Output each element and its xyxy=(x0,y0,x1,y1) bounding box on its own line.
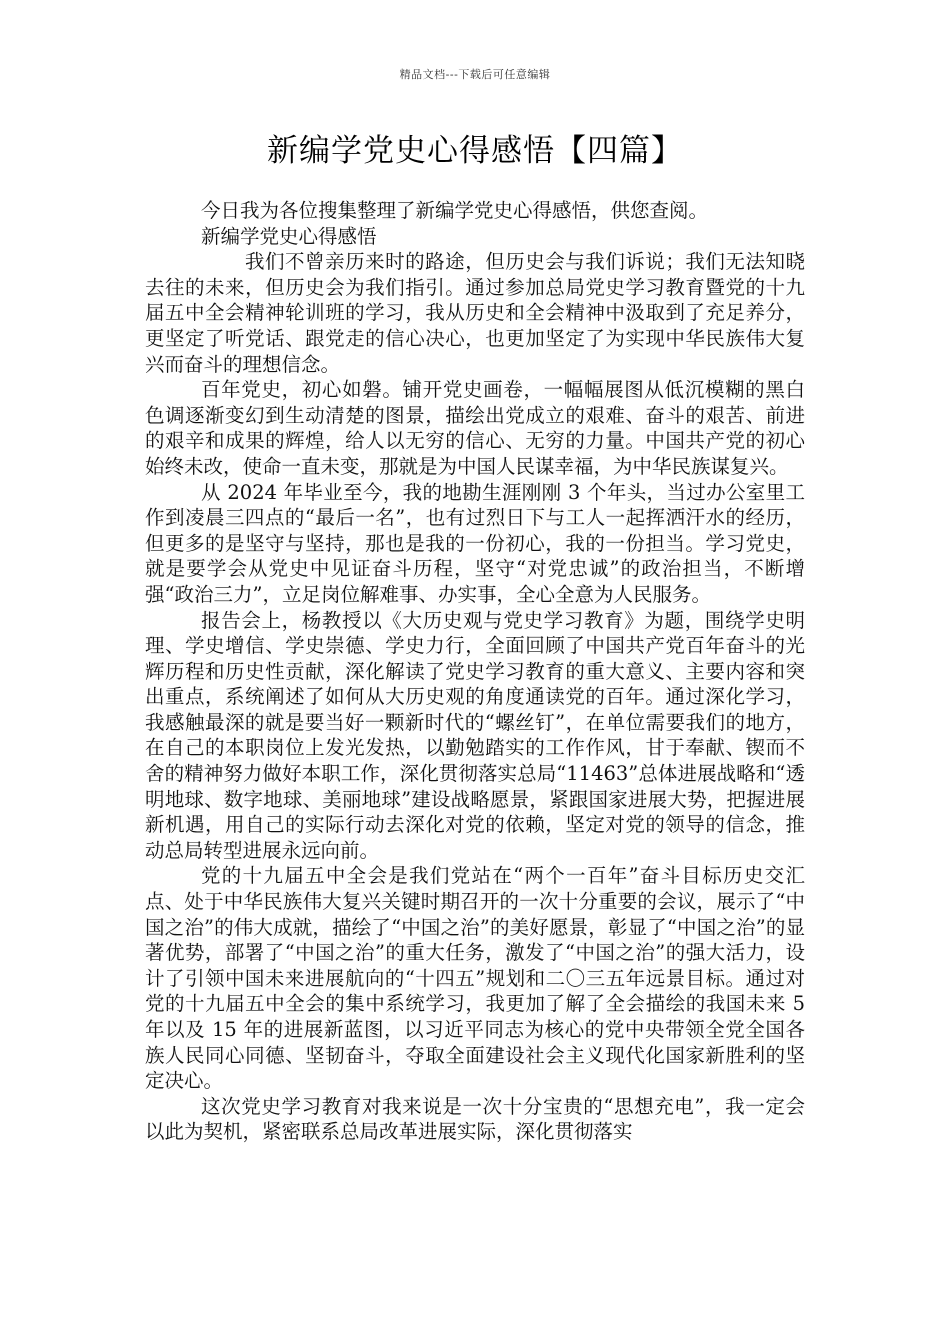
body-paragraph-1: 我们不曾亲历来时的路途，但历史会与我们诉说；我们无法知晓去往的未来，但历史会为我们指引。通过参加总局党史学习教育暨党的十九届五中全会精神轮训班的学习，我从历史和全会精神中汲取到了充足养分，更坚定了听党话、跟党走的信心决心，也更加坚定了为实现中华民族伟大复兴而奋斗的理想信念。 xyxy=(145,250,805,376)
body-paragraph-2: 百年党史，初心如磐。铺开党史画卷，一幅幅展图从低沉模糊的黑白色调逐渐变幻到生动清楚的图景，描绘出党成立的艰难、奋斗的艰苦、前进的艰辛和成果的辉煌，给人以无穷的信心、无穷的力量。中国共产党的初心始终未改，使命一直未变，那就是为中国人民谋幸福，为中华民族谋复兴。 xyxy=(145,378,805,478)
section-title: 新编学党史心得感悟 xyxy=(201,224,377,248)
body-paragraph-5: 党的十九届五中全会是我们党站在“两个一百年”奋斗目标历史交汇点、处于中华民族伟大复兴关键时期召开的一次十分重要的会议，展示了“中国之治”的伟大成就，描绘了“中国之治”的美好愿景，彰显了“中国之治”的显著优势，部署了“中国之治”的重大任务，激发了“中国之治”的强大活力，设计了引领中国未来进展航向的“十四五”规划和二〇三五年远景目标。通过对党的十九届五中全会的集中系统学习，我更加了解了全会描绘的我国未来 5 年以及 15 年的进展新蓝图，以习近平同志为核心的党中央带领全党全国各族人民同心同德、坚韧奋斗，夺取全面建设社会主义现代化国家新胜利的坚定决心。 xyxy=(145,864,805,1093)
intro-paragraph: 今日我为各位搜集整理了新编学党史心得感悟，供您查阅。 xyxy=(201,199,709,222)
document-title: 新编学党史心得感悟【四篇】 xyxy=(267,133,683,169)
body-paragraph-3: 从 2024 年毕业至今，我的地勘生涯刚刚 3 个年头，当过办公室里工作到凌晨三四点的“最后一名”，也有过烈日下与工人一起挥洒汗水的经历，但更多的是坚守与坚持，那也是我的一份初心，我的一份担当。学习党史，就是要学会从党史中见证奋斗历程，坚守“对党忠诚”的政治担当，不断增强“政治三力”，立足岗位解难事、办实事，全心全意为人民服务。 xyxy=(145,480,805,606)
body-paragraph-4: 报告会上，杨教授以《大历史观与党史学习教育》为题，围绕学史明理、学史增信、学史崇德、学史力行，全面回顾了中国共产党百年奋斗的光辉历程和历史性贡献，深化解读了党史学习教育的重大意义、主要内容和突出重点，系统阐述了如何从大历史观的角度通读党的百年。通过深化学习，我感触最深的就是要当好一颗新时代的“螺丝钉”，在单位需要我们的地方，在自己的本职岗位上发光发热，以勤勉踏实的工作作风，甘于奉献、锲而不舍的精神努力做好本职工作，深化贯彻落实总局“11463”总体进展战略和“透明地球、数字地球、美丽地球”建设战略愿景，紧跟国家进展大势，把握进展新机遇，用自己的实际行动去深化对党的依赖，坚定对党的领导的信念，推动总局转型进展永远向前。 xyxy=(145,608,805,862)
body-paragraph-6: 这次党史学习教育对我来说是一次十分宝贵的“思想充电”，我一定会以此为契机，紧密联系总局改革进展实际，深化贯彻落实 xyxy=(145,1094,805,1144)
header-note: 精品文档---下载后可任意编辑 xyxy=(399,68,551,81)
document-body xyxy=(145,198,805,1145)
